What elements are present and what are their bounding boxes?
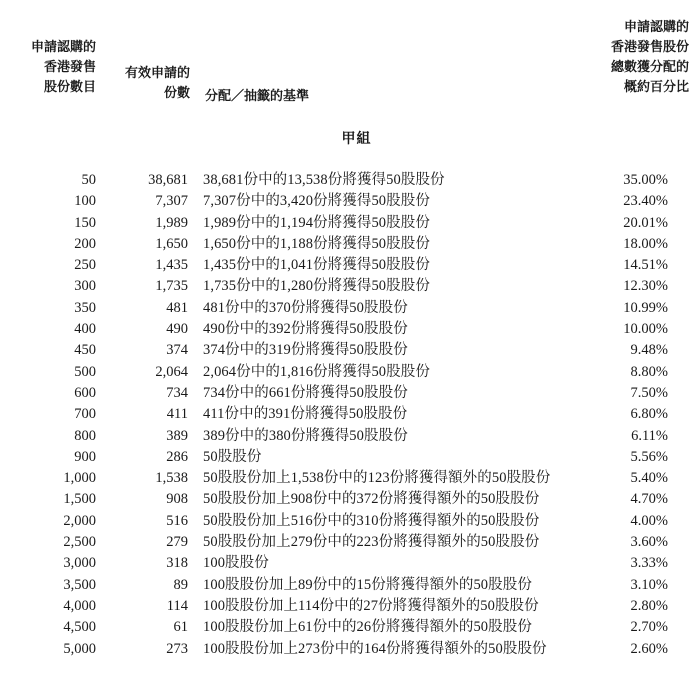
percentage-cell: 4.70%: [630, 491, 668, 508]
applications-cell: 374: [166, 342, 188, 359]
applications-cell: 38,681: [148, 172, 188, 188]
shares-cell: 900: [74, 448, 96, 465]
basis-cell: 100股股份加上273份中的164份將獲得額外的50股股份: [203, 640, 547, 657]
percentage-cell: 20.01%: [623, 214, 668, 231]
table-row: [0, 489, 699, 510]
applications-cell: 279: [166, 534, 188, 551]
percentage-cell: 8.80%: [630, 363, 668, 380]
applications-cell: 114: [166, 597, 188, 614]
shares-cell: 4,500: [63, 619, 96, 636]
shares-cell: 200: [74, 235, 96, 252]
header-line: 申請認購的: [30, 40, 96, 55]
table-row: [0, 468, 699, 489]
percentage-cell: 3.10%: [630, 576, 668, 593]
percentage-cell: 35.00%: [623, 172, 668, 188]
header-line: 有效申請的: [124, 66, 190, 81]
header-line: 份數: [163, 86, 190, 101]
basis-cell: 490份中的392份將獲得50股股份: [203, 321, 408, 338]
shares-cell: 50: [81, 172, 96, 188]
table-row: [0, 404, 699, 425]
shares-cell: 600: [74, 384, 96, 401]
applications-cell: 1,735: [155, 278, 188, 295]
shares-cell: 3,500: [63, 576, 96, 593]
basis-cell: 50股股份加上516份中的310份將獲得額外的50股股份: [203, 512, 540, 529]
table-row: [0, 617, 699, 638]
table-row: [0, 511, 699, 532]
basis-cell: 50股股份加上1,538份中的123份將獲得額外的50股股份: [203, 470, 551, 487]
table-row: [0, 340, 699, 361]
table-row: [0, 276, 699, 297]
basis-cell: 100股股份加上61份中的26份將獲得額外的50股股份: [203, 619, 532, 636]
applications-cell: 7,307: [155, 193, 188, 210]
basis-cell: 1,435份中的1,041份將獲得50股股份: [203, 257, 430, 274]
basis-cell: 38,681份中的13,538份將獲得50股股份: [203, 172, 445, 188]
basis-cell: 1,650份中的1,188份將獲得50股股份: [203, 235, 430, 252]
percentage-cell: 2.60%: [630, 640, 668, 657]
shares-cell: 500: [74, 363, 96, 380]
table-row: [0, 383, 699, 404]
header-line: 股份數目: [43, 80, 96, 95]
applications-cell: 411: [166, 406, 188, 423]
table-row: [0, 639, 699, 660]
table-row: [0, 255, 699, 276]
shares-cell: 2,500: [63, 534, 96, 551]
applications-cell: 1,650: [155, 235, 188, 252]
table-row: [0, 553, 699, 574]
table-row: [0, 596, 699, 617]
percentage-cell: 5.56%: [630, 448, 668, 465]
table-row: [0, 170, 699, 191]
applications-cell: 1,538: [155, 470, 188, 487]
table-row: [0, 426, 699, 447]
basis-cell: 1,735份中的1,280份將獲得50股股份: [203, 278, 430, 295]
table-row: [0, 532, 699, 553]
applications-cell: 273: [166, 640, 188, 657]
percentage-cell: 12.30%: [623, 278, 668, 295]
shares-cell: 450: [74, 342, 96, 359]
table-row: [0, 575, 699, 596]
group-title: 甲組: [341, 131, 372, 147]
header-approx-percentage: [560, 18, 689, 98]
applications-cell: 2,064: [155, 363, 188, 380]
shares-cell: 4,000: [63, 597, 96, 614]
shares-cell: 800: [74, 427, 96, 444]
basis-cell: 7,307份中的3,420份將獲得50股股份: [203, 193, 430, 210]
percentage-cell: 10.99%: [623, 299, 668, 316]
header-line: 申請認購的: [623, 20, 689, 35]
header-line: 概約百分比: [623, 80, 689, 95]
allocation-table: [0, 170, 699, 660]
shares-cell: 1,000: [63, 470, 96, 487]
percentage-cell: 10.00%: [623, 321, 668, 338]
table-row: [0, 319, 699, 340]
applications-cell: 89: [173, 576, 188, 593]
basis-cell: 100股股份加上114份中的27份將獲得額外的50股股份: [203, 597, 539, 614]
table-row: [0, 447, 699, 468]
basis-cell: 50股股份加上908份中的372份將獲得額外的50股股份: [203, 491, 540, 508]
percentage-cell: 2.70%: [630, 619, 668, 636]
percentage-cell: 6.80%: [630, 406, 668, 423]
percentage-cell: 3.33%: [630, 555, 668, 572]
applications-cell: 908: [166, 491, 188, 508]
basis-cell: 2,064份中的1,816份將獲得50股股份: [203, 363, 430, 380]
shares-cell: 400: [74, 321, 96, 338]
header-line: 總數獲分配的: [610, 60, 689, 75]
percentage-cell: 2.80%: [630, 597, 668, 614]
header-line: 分配／抽籤的基準: [205, 89, 310, 104]
applications-cell: 61: [173, 619, 188, 636]
percentage-cell: 5.40%: [630, 470, 668, 487]
table-row: [0, 191, 699, 212]
header-shares-applied: [12, 38, 96, 98]
header-allocation-basis: [205, 87, 309, 107]
percentage-cell: 6.11%: [631, 427, 668, 444]
shares-cell: 3,000: [63, 555, 96, 572]
header-line: 香港發售股份: [610, 40, 689, 55]
shares-cell: 350: [74, 299, 96, 316]
percentage-cell: 9.48%: [630, 342, 668, 359]
percentage-cell: 7.50%: [630, 384, 668, 401]
percentage-cell: 3.60%: [630, 534, 668, 551]
basis-cell: 734份中的661份將獲得50股股份: [203, 384, 408, 401]
basis-cell: 411份中的391份將獲得50股股份: [203, 406, 408, 423]
header-valid-applications: [104, 64, 190, 104]
table-row: [0, 234, 699, 255]
shares-cell: 1,500: [63, 491, 96, 508]
applications-cell: 490: [166, 321, 188, 338]
applications-cell: 286: [166, 448, 188, 465]
basis-cell: 100股股份: [203, 555, 269, 572]
basis-cell: 481份中的370份將獲得50股股份: [203, 299, 408, 316]
applications-cell: 389: [166, 427, 188, 444]
basis-cell: 389份中的380份將獲得50股股份: [203, 427, 408, 444]
applications-cell: 734: [166, 384, 188, 401]
applications-cell: 481: [166, 299, 188, 316]
basis-cell: 50股股份加上279份中的223份將獲得額外的50股股份: [203, 534, 540, 551]
basis-cell: 1,989份中的1,194份將獲得50股股份: [203, 214, 430, 231]
header-line: 香港發售: [43, 60, 96, 75]
basis-cell: 100股股份加上89份中的15份將獲得額外的50股股份: [203, 576, 532, 593]
table-row: [0, 362, 699, 383]
applications-cell: 1,989: [155, 214, 188, 231]
percentage-cell: 4.00%: [630, 512, 668, 529]
percentage-cell: 23.40%: [623, 193, 668, 210]
shares-cell: 300: [74, 278, 96, 295]
table-row: [0, 213, 699, 234]
basis-cell: 50股股份: [203, 448, 262, 465]
shares-cell: 250: [74, 257, 96, 274]
basis-cell: 374份中的319份將獲得50股股份: [203, 342, 408, 359]
percentage-cell: 14.51%: [623, 257, 668, 274]
applications-cell: 1,435: [155, 257, 188, 274]
shares-cell: 2,000: [63, 512, 96, 529]
percentage-cell: 18.00%: [623, 235, 668, 252]
shares-cell: 700: [74, 406, 96, 423]
applications-cell: 318: [166, 555, 188, 572]
shares-cell: 150: [74, 214, 96, 231]
applications-cell: 516: [166, 512, 188, 529]
shares-cell: 100: [74, 193, 96, 210]
table-row: [0, 298, 699, 319]
shares-cell: 5,000: [63, 640, 96, 657]
